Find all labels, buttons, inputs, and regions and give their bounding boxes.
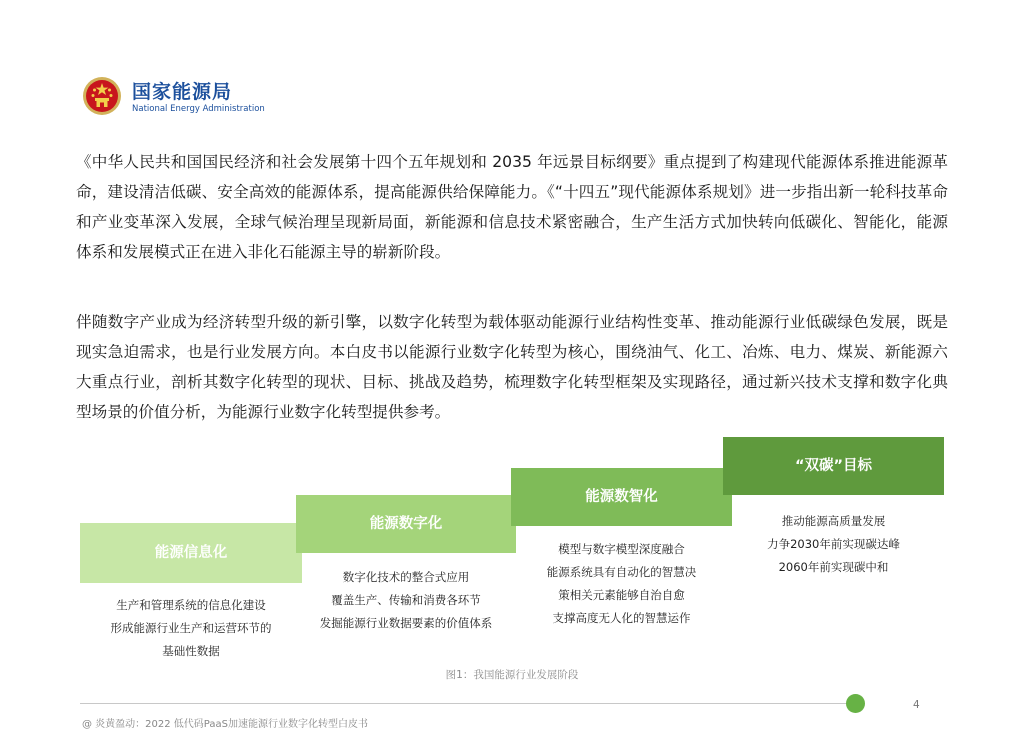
description-line: 发掘能源行业数据要素的价值体系 xyxy=(319,616,493,630)
stage-digitalization: 能源数字化 xyxy=(296,495,516,553)
description-line: 数字化技术的整合式应用 xyxy=(342,570,470,584)
footer-divider xyxy=(80,703,855,704)
description-line: 力争2030年前实现碳达峰 xyxy=(767,537,900,551)
description-line: 基础性数据 xyxy=(162,644,220,658)
national-emblem-icon xyxy=(82,76,122,116)
paragraph-whitepaper-scope: 伴随数字产业成为经济转型升级的新引擎，以数字化转型为载体驱动能源行业结构性变革、推动能源行业低碳绿色发展，既是现实急迫需求，也是行业发展方向。本白皮书以能源行业数字化转型为核心，围绕油气、化工、冶炼、电力、煤炭、新能源六大重点行业，剖析其数字化转型的现状、目标、挑战及趋势，梳理数字化转型框架及实现路径，通过新兴技术支撑和数字化典型场景的价值分析，为能源行业数字化转型提供参考。 xyxy=(76,313,948,421)
figure-caption: 图1：我国能源行业发展阶段 xyxy=(445,669,579,681)
stage-informatization-description xyxy=(80,594,302,663)
description-line: 模型与数字模型深度融合 xyxy=(558,542,685,556)
logo xyxy=(82,76,282,120)
page-number: 4 xyxy=(913,699,920,711)
stage-dual-carbon-goal: “双碳”目标 xyxy=(723,437,944,495)
stage-informatization: 能源信息化 xyxy=(80,523,302,583)
description-line: 形成能源行业生产和运营环节的 xyxy=(110,621,272,635)
description-line: 生产和管理系统的信息化建设 xyxy=(116,598,266,612)
description-line: 支撑高度无人化的智慧运作 xyxy=(552,611,691,625)
description-line: 能源系统具有自动化的智慧决 xyxy=(546,565,697,579)
stage-digital-intelligence: 能源数智化 xyxy=(511,468,732,526)
logo-name-cn: 国家能源局 xyxy=(132,81,233,103)
logo-name-en: National Energy Administration xyxy=(132,104,265,114)
description-line: 覆盖生产、传输和消费各环节 xyxy=(331,593,481,607)
stage-dual-carbon-goal-description xyxy=(723,510,944,579)
paragraph-intro: 《中华人民共和国国民经济和社会发展第十四个五年规划和 2035 年远景目标纲要》重点提到了构建现代能源体系推进能源革命，建设清洁低碳、安全高效的能源体系，提高能源供给保障能力。《“十四五”现代能源体系规划》进一步指出新一轮科技革命和产业变革深入发展，全球气候治理呈现新局面，新能源和信息技术紧密融合，生产生活方式加快转向低碳化、智能化，能源体系和发展模式正在进入非化石能源主导的崭新阶段。 xyxy=(76,153,948,261)
stage-digital-intelligence-description xyxy=(511,538,732,630)
description-line: 推动能源高质量发展 xyxy=(781,514,886,528)
footer-accent-dot xyxy=(846,694,865,713)
description-line: 2060年前实现碳中和 xyxy=(778,560,889,574)
footer-source: @ 炎黄盈动：2022 低代码PaaS加速能源行业数字化转型白皮书 xyxy=(82,719,368,730)
description-line: 策相关元素能够自治自愈 xyxy=(558,588,685,602)
stage-digitalization-description xyxy=(296,566,516,635)
